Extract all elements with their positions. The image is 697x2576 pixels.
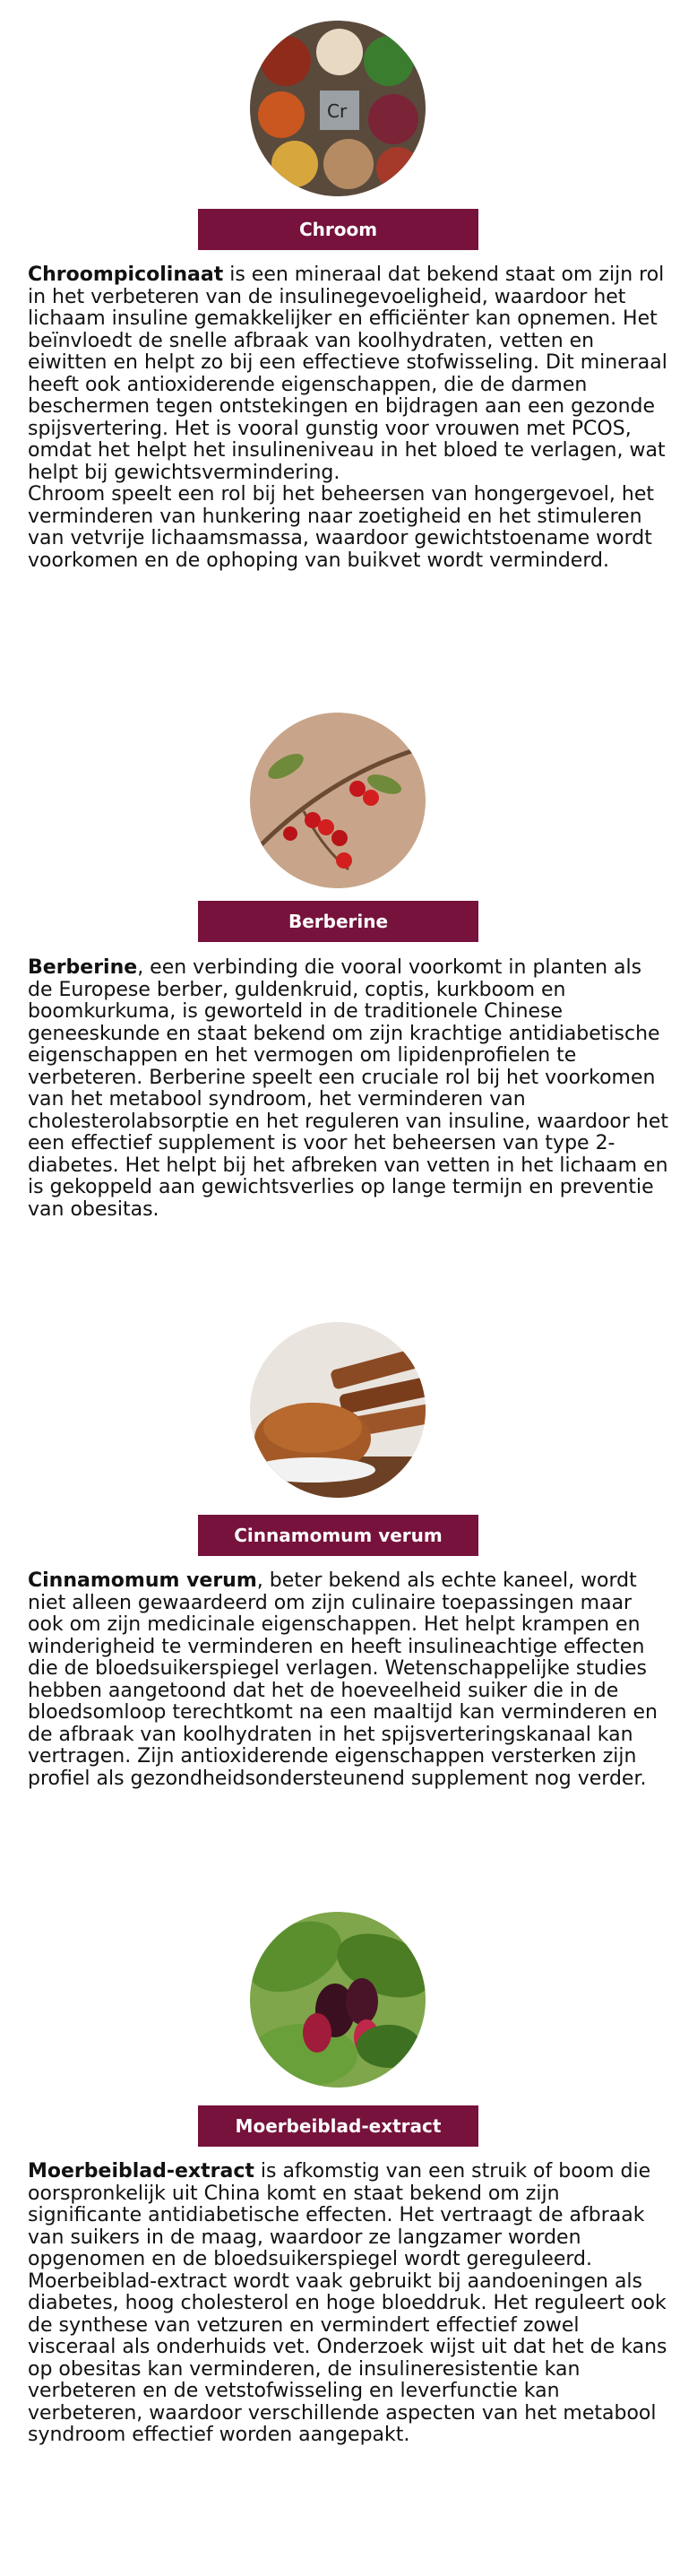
mulberry-leaves-photo bbox=[250, 1912, 426, 2088]
highlight-cinnamomum: Cinnamomum verum bbox=[28, 1569, 257, 1592]
label-chroom: Chroom bbox=[198, 209, 478, 250]
barberry-berries-photo bbox=[250, 713, 426, 888]
label-cinnamomum: Cinnamomum verum bbox=[198, 1515, 478, 1556]
highlight-chroom: Chroompicolinaat bbox=[28, 264, 224, 286]
cinnamon-sticks-powder-photo bbox=[250, 1322, 426, 1498]
description-berberine bbox=[28, 957, 669, 1221]
spices-foods-chromium-photo bbox=[250, 21, 426, 196]
highlight-moerbeiblad: Moerbeiblad-extract bbox=[28, 2160, 254, 2183]
body-berberine: , een verbinding die vooral voorkomt in planten als de Europese berber, guldenkruid, coptis, kurkboom en boomkurkuma, is geworteld in de traditionele Chinese geneeskunde en staat bekend om zijn krachtige antidiabetische eigenschappen en het vermogen om lipidenprofielen te verbeteren. Berberine speelt een cruciale rol bij het voorkomen van het metabool syndroom, het verminderen van cholesterolabsorptie en het reguleren van insuline, waardoor het een effectief supplement is voor het beheersen van type 2-diabetes. Het helpt bij het afbreken van vetten in het lichaam en is gekoppeld aan gewichtsverlies op lange termijn en preventie van obesitas. bbox=[28, 956, 669, 1221]
label-berberine: Berberine bbox=[198, 901, 478, 942]
label-moerbeiblad: Moerbeiblad-extract bbox=[198, 2105, 478, 2147]
description-chroom bbox=[28, 264, 669, 572]
body-cinnamomum: , beter bekend als echte kaneel, wordt niet alleen gewaardeerd om zijn culinaire toepassingen maar ook om zijn medicinale eigenschappen. Het helpt krampen en winderigheid te verminderen en heeft insulineachtige effecten die de bloedsuikerspiegel verlagen. Wetenschappelijke studies hebben aangetoond dat het de hoeveelheid suiker die in de bloedsomloop terechtkomt na een maaltijd kan verminderen en de afbraak van koolhydraten in het spijsverteringskanaal kan vertragen. Zijn antioxiderende eigenschappen versterken zijn profiel als gezondheidsondersteunend supplement nog verder. bbox=[28, 1569, 658, 1790]
body-chroom: is een mineraal dat bekend staat om zijn rol in het verbeteren van de insulinegevoeligheid, waardoor het lichaam insuline gemakkelijker en efficiënter kan opnemen. Het beïnvloedt de snelle afbraak van koolhydraten, vetten en eiwitten en helpt zo bij een effectieve stofwisseling. Dit mineraal heeft ook antioxiderende eigenschappen, die de darmen beschermen tegen ontstekingen en bijdragen aan een gezonde spijsvertering. Het is vooral gunstig voor vrouwen met PCOS, omdat het helpt het insulineniveau in het bloed te verlagen, wat helpt bij gewichtsvermindering. Chroom speelt een rol bij het beheersen van hongergevoel, het verminderen van hunkering naar zoetigheid en het stimuleren van vetvrije lichaamsmassa, waardoor gewichtstoename wordt voorkomen en de ophoping van buikvet wordt verminderd. bbox=[28, 264, 667, 572]
description-cinnamomum bbox=[28, 1570, 669, 1790]
description-moerbeiblad bbox=[28, 2161, 669, 2447]
highlight-berberine: Berberine bbox=[28, 956, 138, 979]
svg-text:Cr: Cr bbox=[327, 100, 348, 122]
body-moerbeiblad: is afkomstig van een struik of boom die oorspronkelijk uit China komt en staat bekend om zijn significante antidiabetische effecten. Het vertraagt de afbraak van suikers in de maag, waardoor ze langzamer worden opgenomen en de bloedsuikerspiegel wordt gereguleerd. Moerbeiblad-extract wordt vaak gebruikt bij aandoeningen als diabetes, hoog cholesterol en hoge bloeddruk. Het reguleert ook de synthese van vetzuren en vermindert effectief zowel visceraal als onderhuids vet. Onderzoek wijst uit dat het de kans op obesitas kan verminderen, de insulineresistentie kan verbeteren en de vetstofwisseling en leverfunctie kan verbeteren, waardoor verschillende aspecten van het metabool syndroom effectief worden aangepakt. bbox=[28, 2160, 667, 2446]
